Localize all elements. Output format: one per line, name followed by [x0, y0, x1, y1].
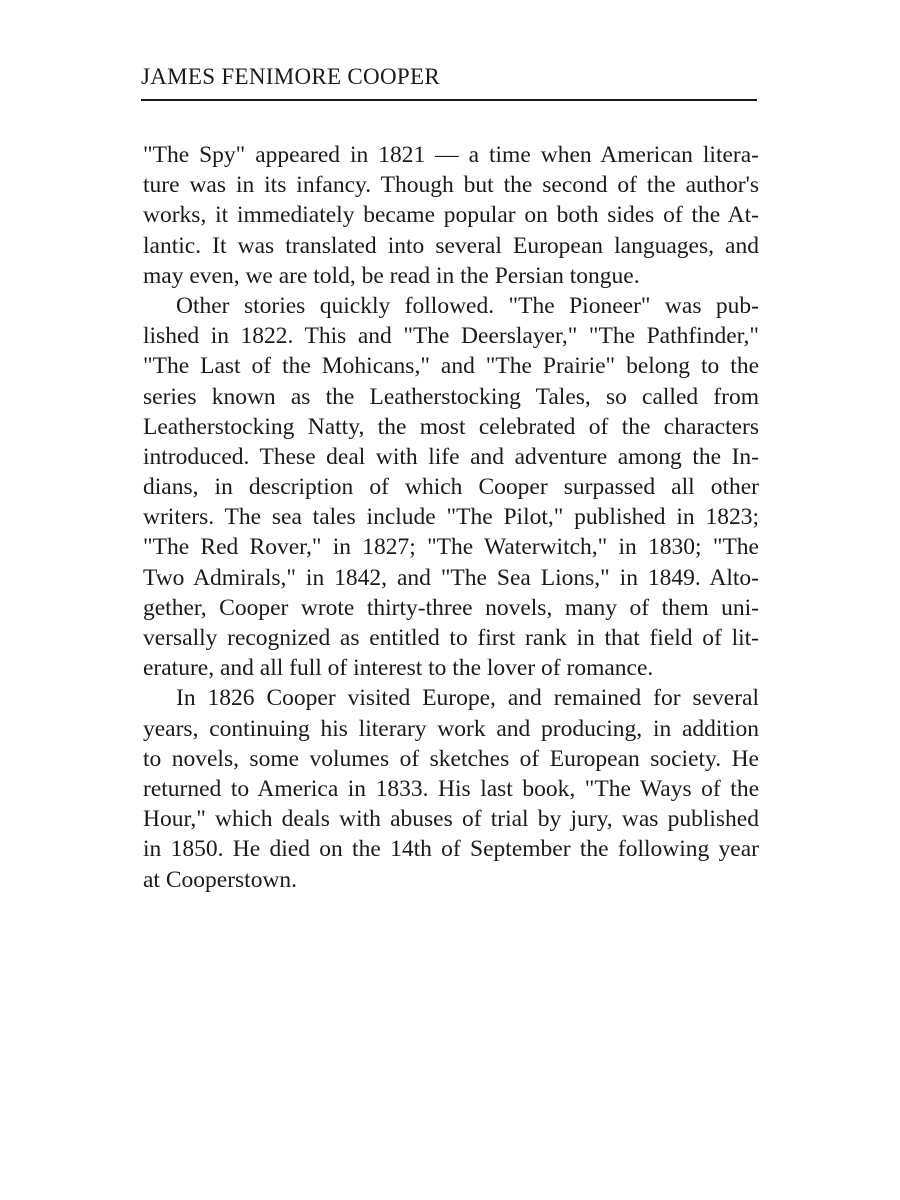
text-line: In 1826 Cooper visited Europe, and remained for several	[176, 685, 759, 712]
text-line: lantic. It was translated into several European languages, and	[143, 232, 759, 259]
text-line: Two Admirals," in 1842, and "The Sea Lions," in 1849. Alto-	[143, 564, 759, 591]
text-line: Other stories quickly followed. "The Pioneer" was pub-	[176, 292, 759, 319]
running-head: JAMES FENIMORE COOPER	[141, 64, 440, 89]
text-line: lished in 1822. This and "The Deerslayer," "The Pathfinder,"	[143, 323, 759, 350]
body-text	[143, 140, 759, 895]
text-line: works, it immediately became popular on both sides of the At-	[143, 202, 759, 229]
text-line: writers. The sea tales include "The Pilot," published in 1823;	[143, 504, 759, 531]
text-line: "The Red Rover," in 1827; "The Waterwitch," in 1830; "The	[143, 534, 759, 561]
text-line: to novels, some volumes of sketches of European society. He	[143, 745, 759, 772]
text-line: series known as the Leatherstocking Tales, so called from	[143, 383, 759, 410]
text-line: Hour," which deals with abuses of trial by jury, was published	[143, 806, 759, 833]
text-line: years, continuing his literary work and producing, in addition	[143, 715, 759, 742]
paragraph-3	[143, 683, 759, 894]
text-line: returned to America in 1833. His last book, "The Ways of the	[143, 775, 759, 802]
paragraph-1	[143, 140, 759, 291]
text-line: gether, Cooper wrote thirty-three novels, many of them uni-	[143, 594, 759, 621]
paragraph-2	[143, 291, 759, 683]
text-line: versally recognized as entitled to first rank in that field of lit-	[143, 625, 759, 651]
text-line: may even, we are told, be read in the Persian tongue.	[143, 262, 640, 289]
text-line: "The Last of the Mohicans," and "The Prairie" belong to the	[143, 353, 759, 380]
text-line: introduced. These deal with life and adventure among the In-	[143, 443, 759, 470]
text-line: Leatherstocking Natty, the most celebrated of the characters	[143, 413, 759, 440]
text-line: at Cooperstown.	[143, 866, 298, 893]
text-line: erature, and all full of interest to the lover of romance.	[143, 655, 654, 682]
header-rule	[141, 99, 757, 101]
text-line: in 1850. He died on the 14th of September the following year	[143, 836, 759, 863]
text-line: ture was in its infancy. Though but the second of the author's	[143, 172, 759, 199]
text-line: dians, in description of which Cooper surpassed all other	[143, 474, 759, 501]
text-line: "The Spy" appeared in 1821 — a time when American litera-	[143, 142, 759, 168]
